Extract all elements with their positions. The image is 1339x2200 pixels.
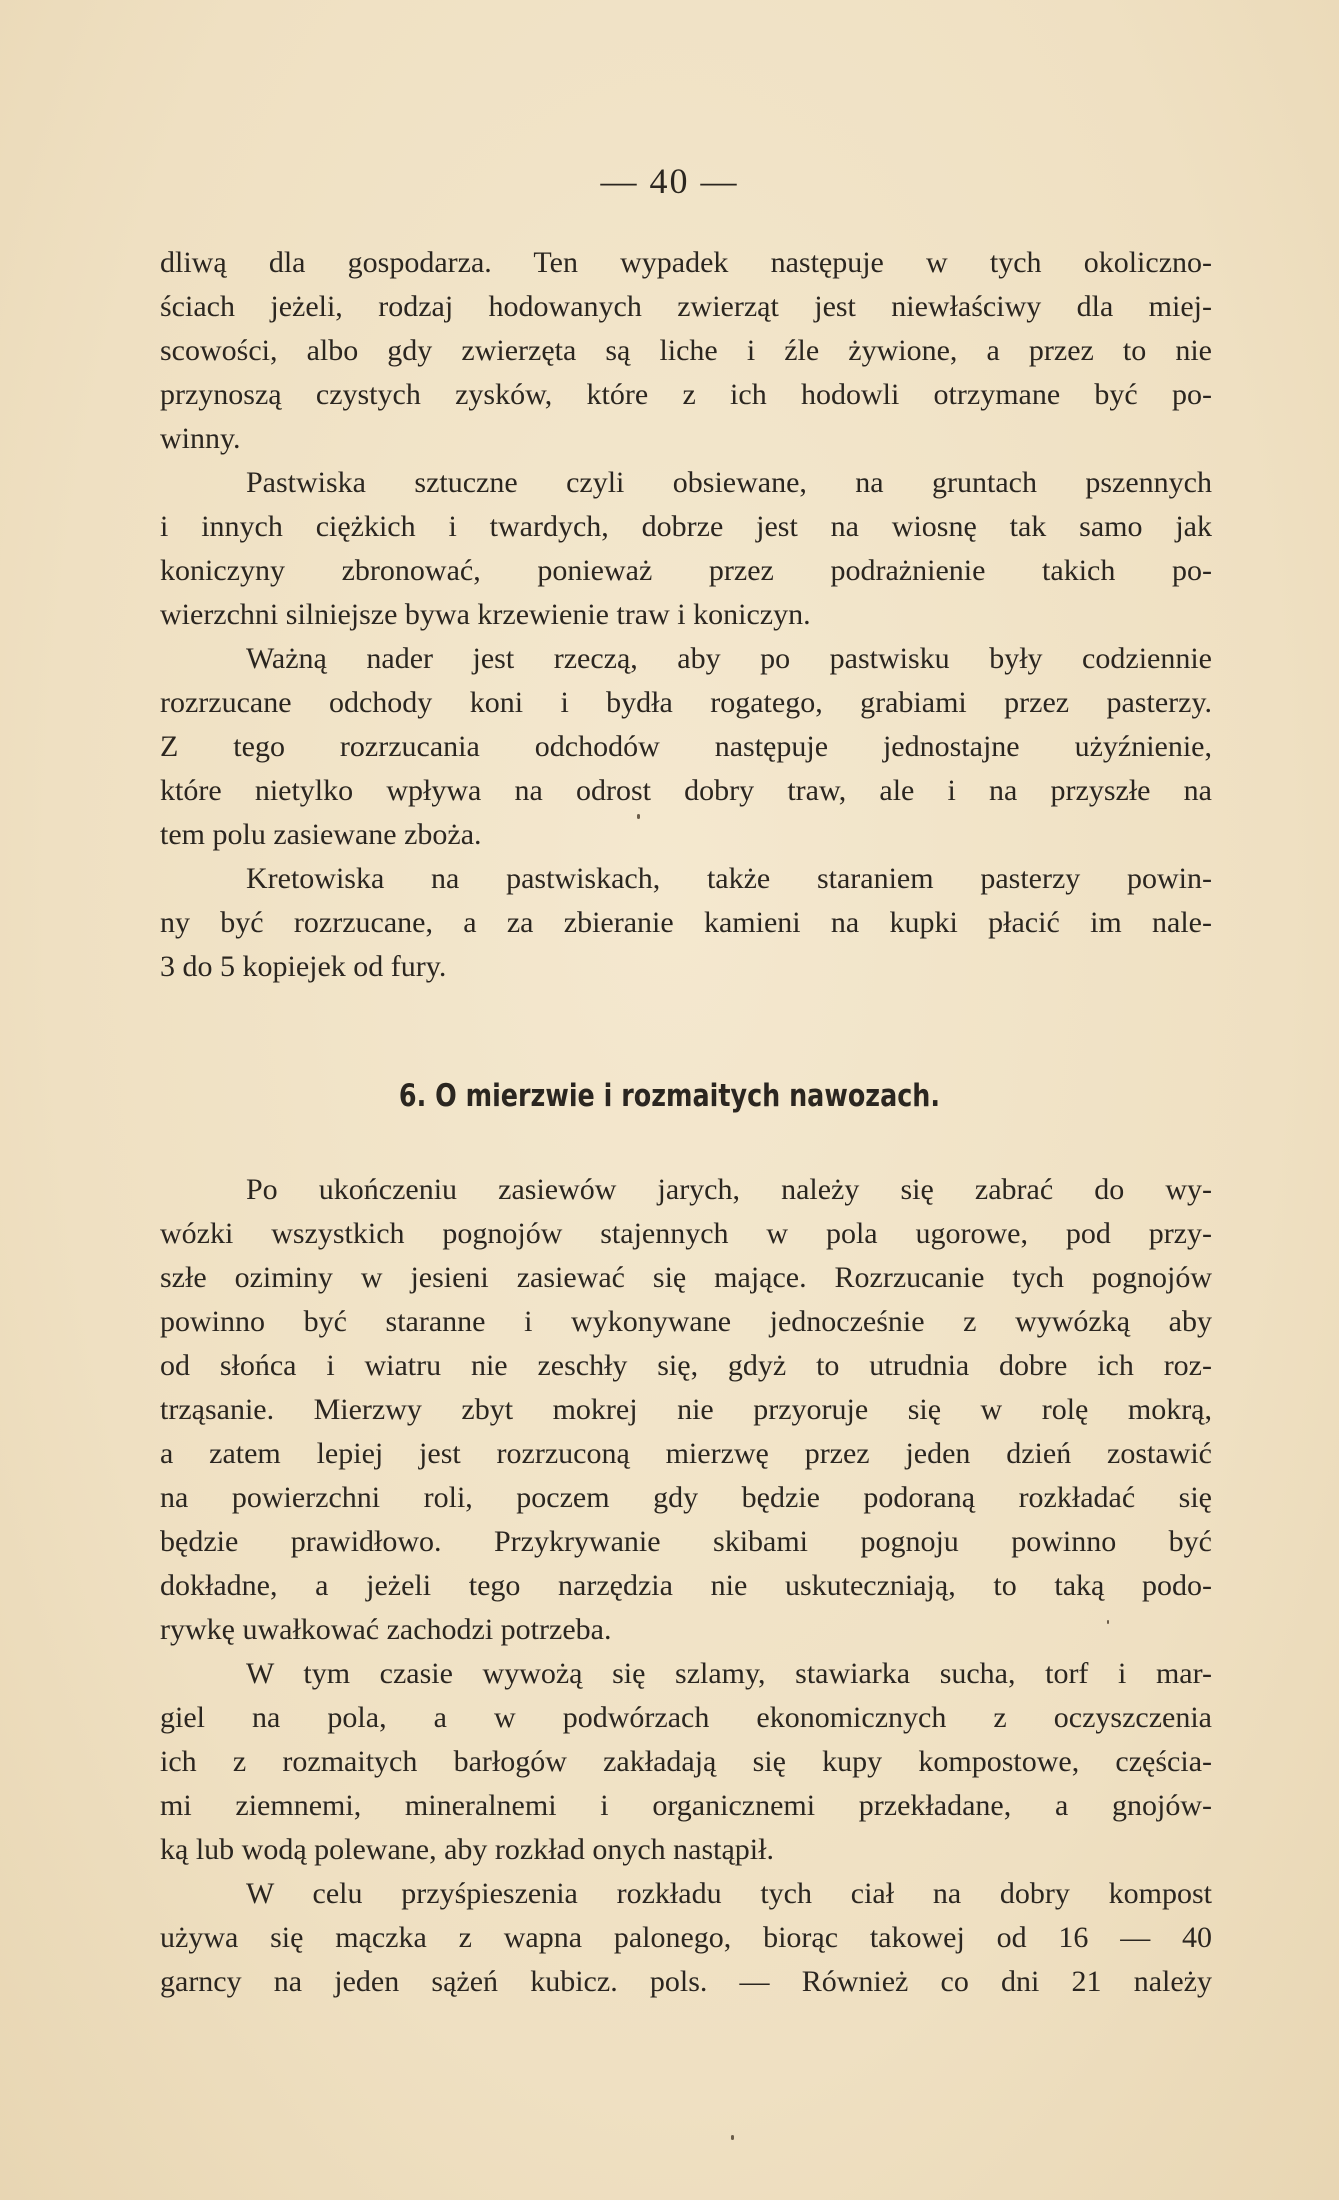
page-number: — 40 — — [600, 161, 739, 201]
text-line: ką lub wodą polewane, aby rozkład onych nastąpił. — [160, 1833, 774, 1866]
text-line: od słońca i wiatru nie zeschły się, gdyż to utrudnia dobre ich roz- — [160, 1349, 1212, 1382]
text-line: wierzchni silniejsze bywa krzewienie traw i koniczyn. — [160, 598, 811, 631]
text-line: powinno być staranne i wykonywane jednocześnie z wywózką aby — [160, 1305, 1212, 1338]
text-line: rywkę uwałkować zachodzi potrzeba. — [160, 1613, 612, 1646]
paper-speck — [1107, 1620, 1109, 1624]
paper-speck — [731, 2135, 734, 2140]
text-line: Pastwiska sztuczne czyli obsiewane, na gruntach pszennych — [246, 466, 1212, 499]
text-line: na powierzchni roli, poczem gdy będzie podoraną rozkładać się — [160, 1481, 1212, 1514]
text-line: przynoszą czystych zysków, które z ich hodowli otrzymane być po- — [160, 378, 1212, 411]
text-line: ich z rozmaitych barłogów zakładają się kupy kompostowe, częścia- — [160, 1745, 1212, 1778]
text-line: koniczyny zbronować, ponieważ przez podrażnienie takich po- — [160, 554, 1212, 587]
text-line: będzie prawidłowo. Przykrywanie skibami pognoju powinno być — [160, 1525, 1212, 1558]
text-line: szłe oziminy w jesieni zasiewać się mające. Rozrzucanie tych pognojów — [160, 1261, 1212, 1294]
text-block-top — [160, 241, 1212, 989]
paragraph — [160, 637, 1212, 857]
text-block-bottom — [160, 1168, 1212, 2004]
text-line: trząsanie. Mierzwy zbyt mokrej nie przyoruje się w rolę mokrą, — [160, 1393, 1212, 1426]
text-line: używa się mączka z wapna palonego, biorąc takowej od 16 — 40 — [160, 1921, 1212, 1954]
text-line: Kretowiska na pastwiskach, także staraniem pasterzy powin- — [246, 862, 1212, 895]
text-line: Z tego rozrzucania odchodów następuje jednostajne użyźnienie, — [160, 730, 1212, 763]
text-line: które nietylko wpływa na odrost dobry traw, ale i na przyszłe na — [160, 774, 1212, 807]
paragraph — [160, 1652, 1212, 1872]
paper-speck — [637, 814, 640, 819]
text-line: scowości, albo gdy zwierzęta są liche i źle żywione, a przez to nie — [160, 334, 1212, 367]
paragraph — [160, 857, 1212, 989]
text-line: W celu przyśpieszenia rozkładu tych ciał na dobry kompost — [246, 1877, 1212, 1910]
paragraph — [160, 1168, 1212, 1652]
paragraph — [160, 1872, 1212, 2004]
text-line: dliwą dla gospodarza. Ten wypadek następuje w tych okoliczno- — [160, 246, 1212, 279]
text-line: winny. — [160, 422, 241, 455]
text-line: i innych ciężkich i twardych, dobrze jest na wiosnę tak samo jak — [160, 510, 1212, 543]
text-line: tem polu zasiewane zboża. — [160, 818, 482, 851]
text-line: a zatem lepiej jest rozrzuconą mierzwę przez jeden dzień zostawić — [160, 1437, 1212, 1470]
text-line: W tym czasie wywożą się szlamy, stawiarka sucha, torf i mar- — [246, 1657, 1212, 1690]
text-line: 3 do 5 kopiejek od fury. — [160, 950, 447, 983]
text-line: garncy na jeden sążeń kubicz. pols. — Również co dni 21 należy — [160, 1965, 1212, 1998]
text-line: dokładne, a jeżeli tego narzędzia nie uskuteczniają, to taką podo- — [160, 1569, 1212, 1602]
text-line: rozrzucane odchody koni i bydła rogatego, grabiami przez pasterzy. — [160, 686, 1212, 719]
text-line: wózki wszystkich pognojów stajennych w pola ugorowe, pod przy- — [160, 1217, 1212, 1250]
paragraph — [160, 461, 1212, 637]
text-line: ściach jeżeli, rodzaj hodowanych zwierząt jest niewłaściwy dla miej- — [160, 290, 1212, 323]
text-line: giel na pola, a w podwórzach ekonomicznych z oczyszczenia — [160, 1701, 1212, 1734]
text-line: Po ukończeniu zasiewów jarych, należy się zabrać do wy- — [246, 1173, 1212, 1206]
paragraph — [160, 241, 1212, 461]
text-line: mi ziemnemi, mineralnemi i organicznemi przekładane, a gnojów- — [160, 1789, 1212, 1822]
section-heading: 6. O mierzwie i rozmaitych nawozach. — [398, 1078, 941, 1114]
text-line: ny być rozrzucane, a za zbieranie kamieni na kupki płacić im nale- — [160, 906, 1212, 939]
text-line: Ważną nader jest rzeczą, aby po pastwisku były codziennie — [246, 642, 1212, 675]
